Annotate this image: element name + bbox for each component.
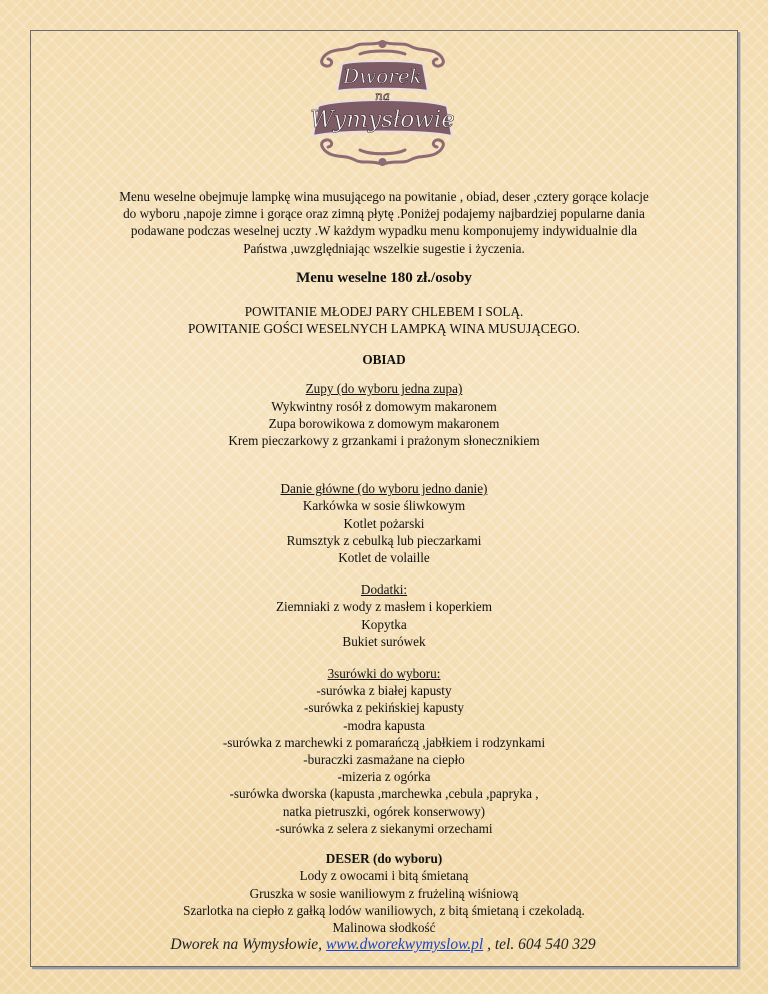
menu-item: Kopytka (361, 616, 407, 632)
menu-item: Krem pieczarkowy z grzankami i prażonym słonecznikiem (228, 433, 540, 449)
dodatki-title: Dodatki: (360, 582, 408, 598)
menu-item: -buraczki zasmażane na ciepło (303, 752, 465, 768)
intro-line: Państwa ,uwzględniając wszelkie sugestie i życzenia. (243, 240, 525, 256)
menu-item: Gruszka w sosie waniliowym z frużeliną wiśniową (249, 885, 519, 901)
menu-item: -surówka z pekińskiej kapusty (303, 700, 465, 716)
menu-content (70, 188, 698, 936)
menu-item: Karkówka w sosie śliwkowym (302, 498, 466, 514)
dodatki-section (70, 581, 698, 650)
welcome-line: POWITANIE MŁODEJ PARY CHLEBEM I SOLĄ. (244, 303, 524, 319)
footer-prefix: Dworek na Wymysłowie, (170, 936, 326, 953)
menu-item: Ziemniaki z wody z masłem i koperkiem (275, 599, 493, 615)
intro-line: podawane podczas weselnej uczty .W każdym wypadku menu komponujemy indywidualnie dla (130, 223, 638, 239)
deser-title: DESER (do wyboru) (325, 851, 443, 867)
menu-item: Wykwintny rosół z domowym makaronem (271, 398, 497, 414)
logo-line1: Dworek (343, 64, 422, 88)
footer (30, 936, 736, 954)
dworek-logo (300, 36, 465, 171)
menu-item: Szarlotka na ciepło z gałką lodów waniliowych, z bitą śmietaną i czekoladą. (183, 902, 585, 918)
surowki-title: 3surówki do wyboru: (327, 666, 441, 682)
menu-item: -mizeria z ogórka (337, 769, 431, 785)
menu-item: -surówka z białej kapusty (316, 683, 452, 699)
menu-item: -surówka z selera z siekanymi orzechami (275, 820, 493, 836)
menu-item: Malinowa słodkość (332, 919, 436, 935)
welcome-section (70, 303, 698, 337)
surowki-section (70, 665, 698, 837)
website-link[interactable]: www.dworekwymyslow.pl (325, 936, 484, 953)
intro-line: do wyboru ,napoje zimne i gorące oraz zimną płytę .Poniżej podajemy najbardziej popularne dania (123, 206, 645, 222)
logo-line2: na (375, 89, 390, 103)
menu-item: Rumsztyk z cebulką lub pieczarkami (286, 532, 482, 548)
dania-title: Danie główne (do wyboru jedno danie) (280, 481, 488, 497)
intro-line: Menu weselne obejmuje lampkę wina musującego na powitanie , obiad, deser ,cztery gorące kolacje (119, 189, 649, 204)
menu-item: Zupa borowikowa z domowym makaronem (268, 415, 500, 431)
menu-item: -modra kapusta (343, 717, 425, 733)
footer-suffix: , tel. 604 540 329 (483, 936, 596, 953)
intro-paragraph (70, 188, 698, 257)
zupy-title: Zupy (do wyboru jedna zupa) (305, 381, 463, 397)
menu-item: -surówka dworska (kapusta ,marchewka ,cebula ,papryka , (229, 786, 539, 802)
logo-line3: Wymysłowie (310, 107, 455, 133)
obiad-heading: OBIAD (362, 352, 406, 368)
zupy-section (70, 380, 698, 449)
menu-item: Kotlet pożarski (343, 515, 425, 531)
welcome-line: POWITANIE GOŚCI WESELNYCH LAMPKĄ WINA MUSUJĄCEGO. (188, 321, 580, 337)
menu-item: natka pietruszki, ogórek konserwowy) (282, 803, 486, 819)
menu-item: Bukiet surówek (342, 633, 426, 649)
dania-section (70, 480, 698, 566)
menu-item: Lody z owocami i bitą śmietaną (299, 868, 469, 884)
deser-section (70, 867, 698, 936)
menu-title: Menu weselne 180 zł./osoby (296, 269, 472, 286)
menu-item: -surówka z marchewki z pomarańczą ,jabłkiem i rodzynkami (222, 734, 546, 750)
menu-item: Kotlet de volaille (338, 550, 430, 566)
